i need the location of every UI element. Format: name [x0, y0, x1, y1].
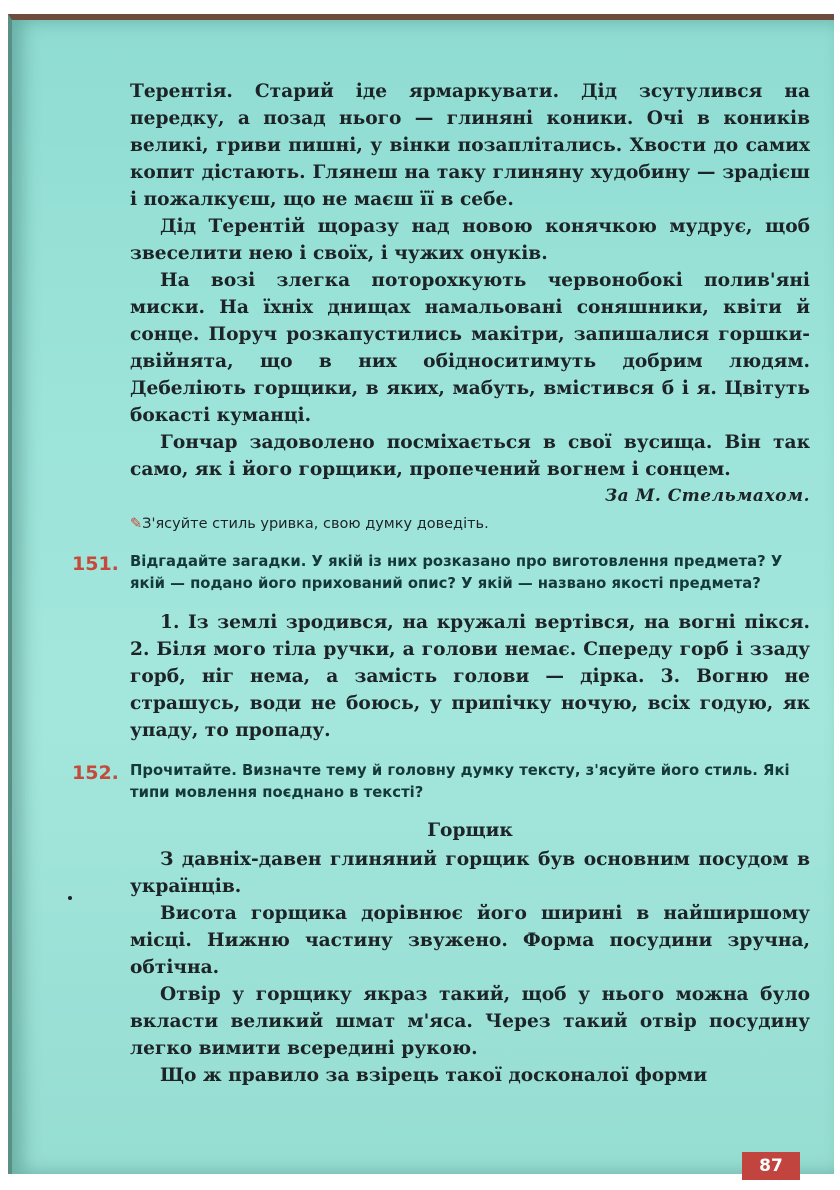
- text-paragraph-3-rest: у горщику якраз такий, щоб у нього можна було вкласти великий шмат м'яса. Через такий отвір посудину легко вимити всередині рукою.: [130, 984, 810, 1059]
- exercise-152-task: Прочитайте. Визначте тему й головну думку тексту, з'ясуйте його стиль. Які типи мовлення поєднано в тексті?: [130, 762, 790, 801]
- excerpt-paragraph-4: Гончар задоволено посміхається в свої вусища. Він так само, як і його горщики, пропечений вогнем і сонцем.: [130, 432, 810, 480]
- pencil-icon: ✎: [130, 516, 143, 532]
- exercise-151-task: Відгадайте загадки. У якій із них розказано про виготовлення предмета? У якій — подано його прихований опис? У якій — названо якості предмета?: [130, 553, 783, 592]
- exercise-151-number: 151.: [72, 553, 119, 575]
- exercise-151: [72, 551, 810, 744]
- text-paragraph-1: З давніх-давен глиняний горщик був основним посудом в українців.: [130, 849, 810, 897]
- excerpt-task: [130, 513, 810, 535]
- excerpt-paragraph-1: Терентія. Старий іде ярмаркувати. Дід зсутулився на передку, а позад нього — глиняні коники. Очі в коників великі, гриви пишні, у вінки позаплітались. Хвости до самих копит дістають. Глянеш на таку глиняну худобину — зрадієш і пожалкуєш, що не маєш її в себе.: [130, 81, 810, 210]
- exercise-151-riddles: 1. Із землі зродився, на кружалі вертівся, на вогні пікся. 2. Біля мого тіла ручки, а голови немає. Спереду горб і ззаду горб, ніг нема, а замість голови — дірка. 3. Вогню не страшусь, води не боюсь, у припічку ночую, всіх годую, як упаду, то пропаду.: [130, 612, 810, 741]
- textbook-page: [8, 14, 834, 1174]
- exercise-152: [72, 760, 810, 1089]
- text-paragraph-2: Висота горщика дорівнює його ширині в найширшому місці. Нижню частину звужено. Форма посудини зручна, обтічна.: [130, 903, 810, 978]
- page-content: [72, 78, 810, 1089]
- excerpt-paragraph-3: На возі злегка поторохкують червонобокі полив'яні миски. На їхніх днищах намальовані соняшники, квіти й сонце. Поруч розкапустились макітри, запишалися горшки-двійнята, що в них обідноситимуть добрим людям. Дебеліють горщики, в яких, мабуть, вмістився б і я. Цвітуть бокасті куманці.: [130, 270, 810, 426]
- exercise-152-number: 152.: [72, 762, 119, 784]
- excerpt-paragraph-2: Дід Терентій щоразу над новою конячкою мудрує, щоб звеселити нею і своїх, і чужих онуків.: [130, 216, 810, 264]
- excerpt-author: За М. Стельмахом.: [604, 486, 810, 506]
- text-paragraph-3: [130, 981, 810, 1062]
- text-title: Горщик: [427, 820, 513, 841]
- excerpt-task-text: З'ясуйте стиль уривка, свою думку доведіть.: [142, 516, 489, 532]
- margin-dot: [68, 896, 72, 900]
- text-paragraph-4: Що ж правило за взірець такої досконалої форми: [160, 1065, 708, 1086]
- page-number-badge: 87: [742, 1152, 800, 1180]
- text-paragraph-3-term: Отвір: [160, 984, 221, 1005]
